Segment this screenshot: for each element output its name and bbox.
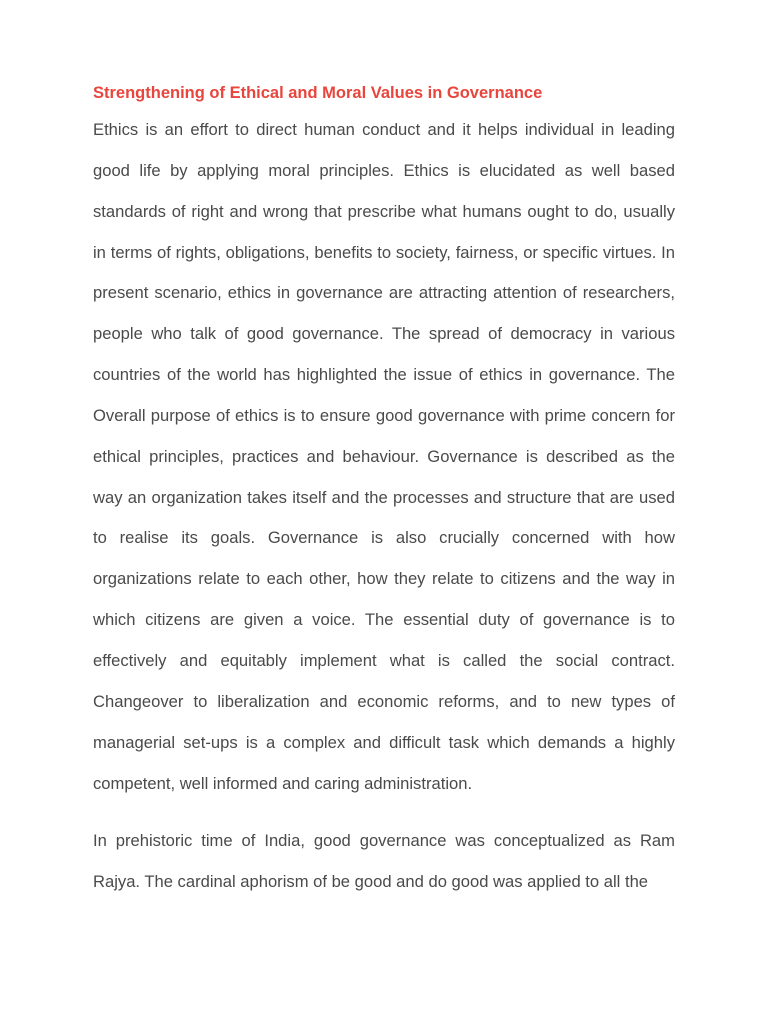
body-paragraph-1: Ethics is an effort to direct human conduct and it helps individual in leading good life by applying moral principles. Ethics is elucidated as well based standards of right and wrong that prescribe what humans ought to do, usually in terms of rights, obligations, benefits to society, fairness, or specific virtues. In present scenario, ethics in governance are attracting attention of researchers, people who talk of good governance. The spread of democracy in various countries of the world has highlighted the issue of ethics in governance. The Overall purpose of ethics is to ensure good governance with prime concern for ethical principles, practices and behaviour. Governance is described as the way an organization takes itself and the processes and structure that are used to realise its goals. Governance is also crucially concerned with how organizations relate to each other, how they relate to citizens and the way in which citizens are given a voice. The essential duty of governance is to effectively and equitably implement what is called the social contract. Changeover to liberalization and economic reforms, and to new types of managerial set-ups is a complex and difficult task which demands a highly competent, well informed and caring administration. xyxy=(93,120,675,793)
document-page xyxy=(93,80,675,903)
document-title: Strengthening of Ethical and Moral Values in Governance xyxy=(93,84,543,102)
body-paragraph-2: In prehistoric time of India, good governance was conceptualized as Ram Rajya. The cardinal aphorism of be good and do good was applied to all the xyxy=(93,831,675,892)
